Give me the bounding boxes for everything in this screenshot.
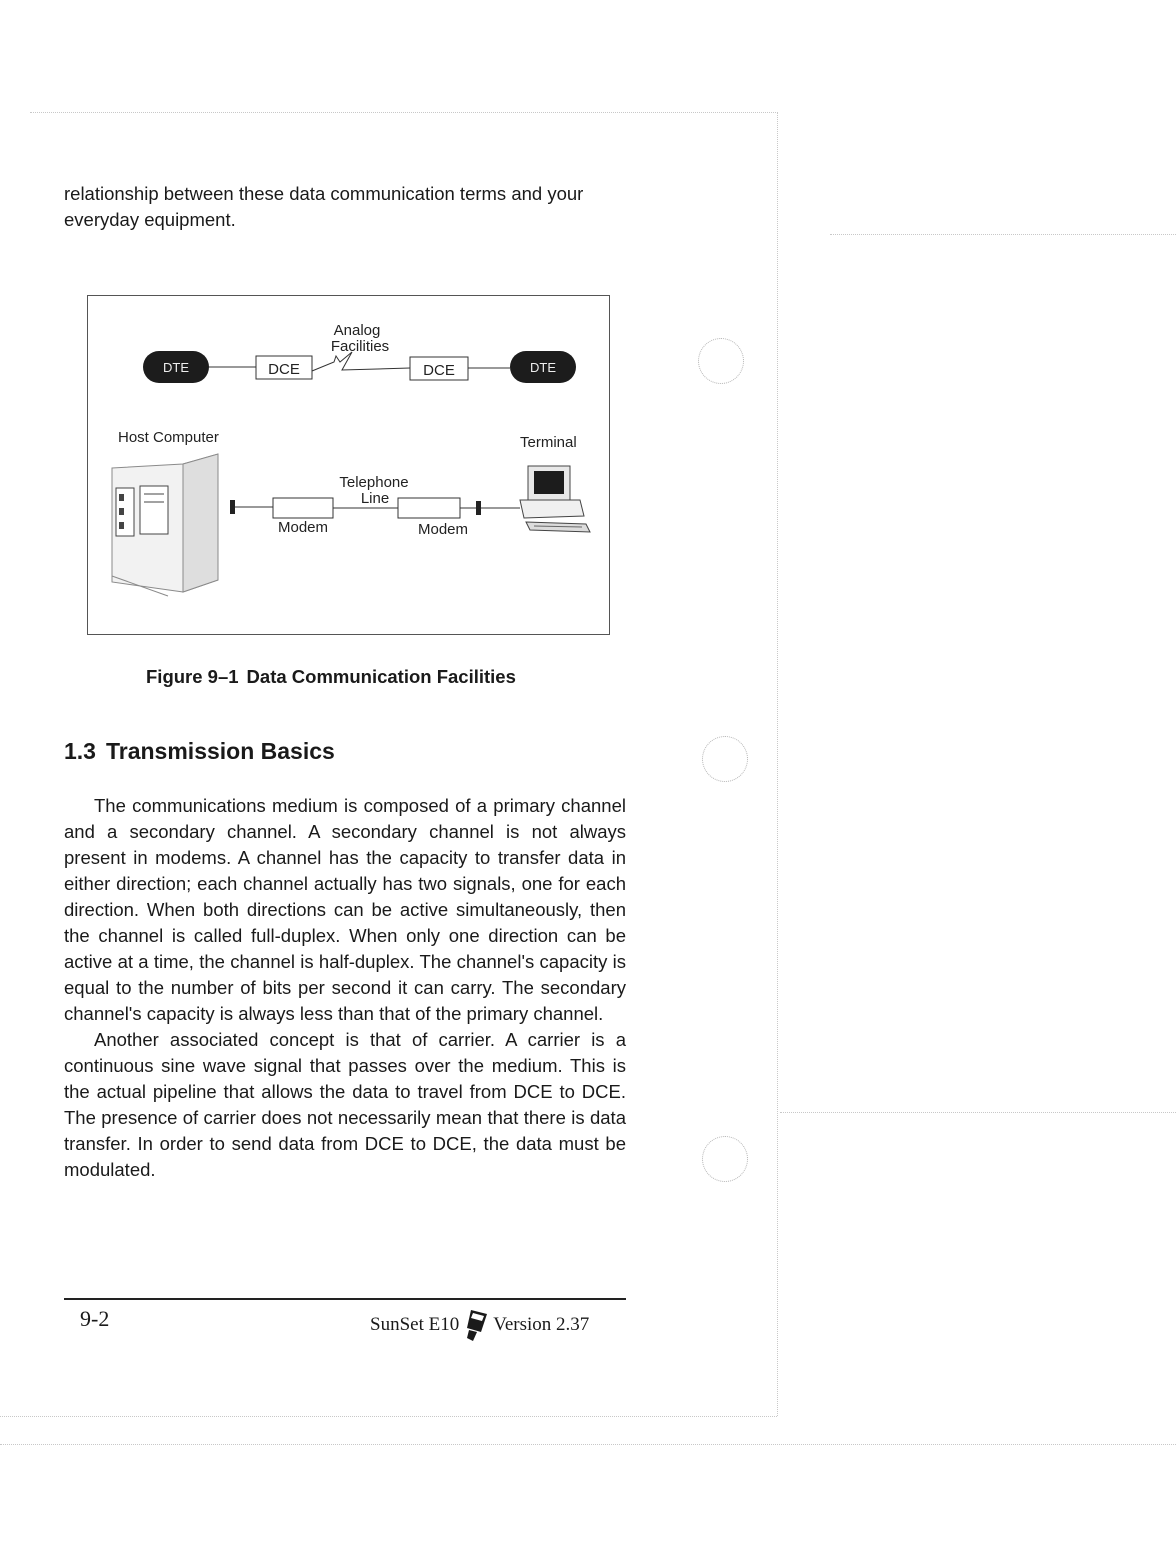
product-name: SunSet E10 bbox=[370, 1314, 460, 1335]
figure-caption bbox=[146, 666, 516, 688]
sunset-handset-logo-icon bbox=[463, 1308, 489, 1342]
dce-right-label: DCE bbox=[423, 362, 455, 379]
data-communication-figure bbox=[87, 295, 610, 635]
analog-label-1: Analog bbox=[333, 322, 381, 339]
section-title: Transmission Basics bbox=[105, 738, 335, 764]
page-edge-mid bbox=[780, 1112, 1176, 1113]
page-edge-top bbox=[30, 112, 776, 113]
telephone-label-2: Line bbox=[360, 490, 390, 507]
page-edge-right-top bbox=[830, 234, 1176, 235]
modem-left-icon bbox=[273, 498, 333, 518]
modem-right-icon bbox=[398, 498, 460, 518]
intro-paragraph: relationship between these data communication terms and your everyday equipment. bbox=[64, 183, 584, 230]
footer-rule bbox=[64, 1298, 626, 1300]
host-computer-icon bbox=[112, 454, 218, 596]
host-computer-label: Host Computer bbox=[118, 429, 219, 446]
figure-title: Data Communication Facilities bbox=[246, 666, 516, 687]
section-body bbox=[64, 793, 626, 1183]
figure-number: Figure 9–1 bbox=[146, 666, 239, 687]
section-heading bbox=[64, 738, 335, 765]
dce-left-label: DCE bbox=[268, 361, 300, 378]
terminal-label: Terminal bbox=[520, 434, 577, 451]
paragraph-channels: The communications medium is composed of a primary channel and a secondary channel. A secondary channel is not always present in modems. A channel has the capacity to transfer data in either direction; each channel actually has two signals, one for each direction. When both directions can be active simultaneously, then the channel is called full-duplex. When only one direction can be active at a time, the channel is half-duplex. The channel's capacity is equal to the number of bits per second it can carry. The secondary channel's capacity is always less than that of the primary channel. bbox=[64, 795, 626, 1024]
page-edge-bottom bbox=[0, 1416, 777, 1417]
dte-right-label: DTE bbox=[530, 360, 556, 375]
modem-left-label: Modem bbox=[277, 519, 329, 536]
page-edge-right bbox=[777, 112, 778, 1416]
footer-product bbox=[370, 1308, 589, 1342]
paragraph-carrier: Another associated concept is that of carrier. A carrier is a continuous sine wave signal that passes over the medium. This is the actual pipeline that allows the data to travel from DCE to DCE. The presence of carrier does not necessarily mean that there is data transfer. In order to send data from DCE to DCE, the data must be modulated. bbox=[64, 1029, 626, 1180]
page-number: 9-2 bbox=[80, 1306, 110, 1331]
page-edge-under bbox=[0, 1444, 1176, 1445]
telephone-label-1: Telephone bbox=[339, 474, 409, 491]
dte-left-label: DTE bbox=[163, 360, 189, 375]
dce-left-node bbox=[256, 356, 312, 379]
punch-hole-top bbox=[698, 338, 744, 384]
dte-left-node bbox=[143, 351, 209, 383]
section-number: 1.3 bbox=[64, 738, 96, 764]
terminal-icon bbox=[520, 466, 590, 532]
version-label: Version 2.37 bbox=[493, 1314, 590, 1335]
modem-right-label: Modem bbox=[417, 521, 469, 538]
dce-right-node bbox=[410, 357, 468, 380]
punch-hole-middle bbox=[702, 736, 748, 782]
analog-label-2: Facilities bbox=[330, 338, 390, 355]
punch-hole-bottom bbox=[702, 1136, 748, 1182]
dte-right-node bbox=[510, 351, 576, 383]
